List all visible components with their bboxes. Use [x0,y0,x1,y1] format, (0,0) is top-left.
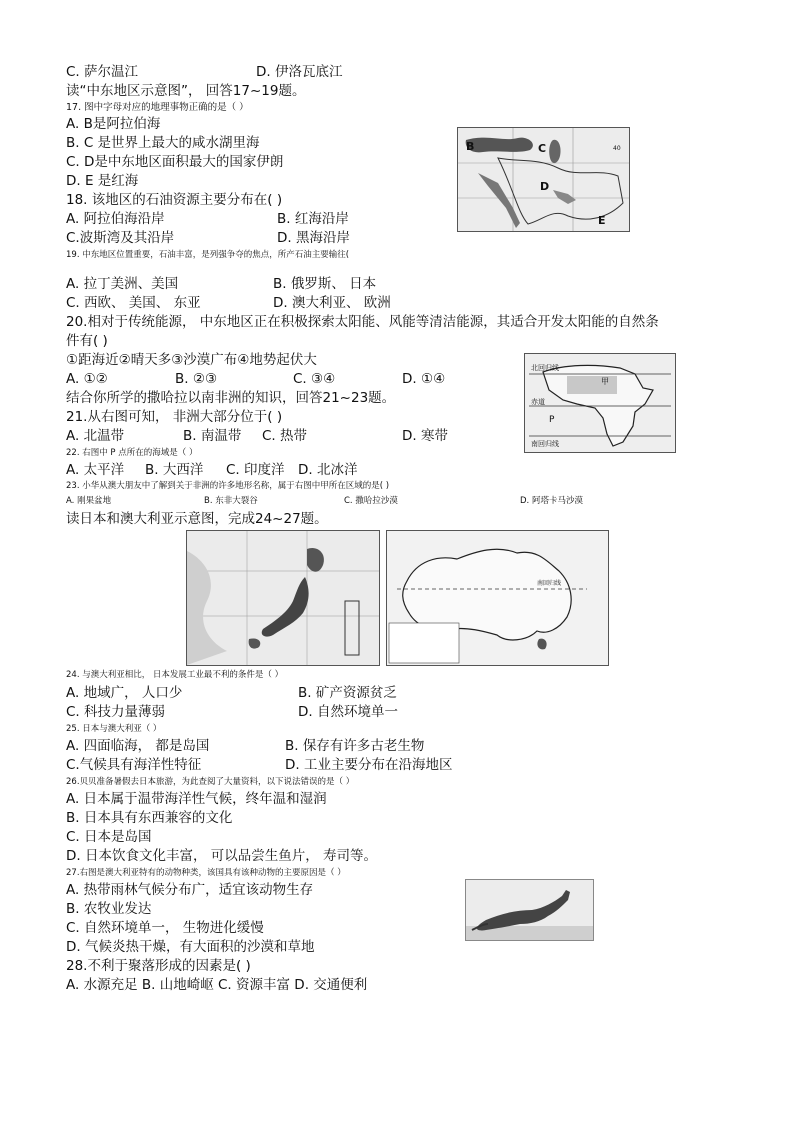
q18-option-b: B. 红海沿岸 [277,211,349,227]
map-label-c: C [538,142,547,155]
q25-option-a: A. 四面临海， 都是岛国 [66,738,210,754]
q26-option-d: D. 日本饮食文化丰富， 可以品尝生鱼片， 寿司等。 [66,848,378,864]
intro-21-23: 结合你所学的撒哈拉以南非洲的知识，回答21~23题。 [66,390,396,406]
q27-option-b: B. 农牧业发达 [66,901,152,917]
q20-option-d: D. ①④ [402,371,446,387]
q17-option-d: D. E 是红海 [66,173,139,189]
africa-label-tropic-north: 北回归线 [531,364,559,372]
q24-option-c: C. 科技力量薄弱 [66,704,166,720]
q17-option-a: A. B是阿拉伯海 [66,116,161,132]
africa-label-p: P [549,415,555,425]
q25-option-d: D. 工业主要分布在沿海地区 [285,757,453,773]
q21-stem: 21.从右图可知， 非洲大部分位于( ) [66,409,283,425]
q24-option-a: A. 地域广， 人口少 [66,685,183,701]
q17-option-c: C. D是中东地区面积最大的国家伊朗 [66,154,284,170]
q16-option-d: D. 伊洛瓦底江 [256,64,343,80]
q21-option-d: D. 寒带 [402,428,448,444]
q24-option-b: B. 矿产资源贫乏 [298,685,397,701]
africa-map [524,353,676,453]
q22-option-a: A. 太平洋 [66,462,125,478]
africa-label-jia: 甲 [601,377,609,386]
q23-option-c: C. 撒哈拉沙漠 [344,496,398,506]
q23-option-b: B. 东非大裂谷 [204,496,258,506]
q23-option-a: A. 刚果盆地 [66,496,112,506]
q27-option-d: D. 气候炎热干燥，有大面积的沙漠和草地 [66,939,315,955]
q19-option-a: A. 拉丁美洲、美国 [66,276,179,292]
middle-east-map-drawing [458,128,629,231]
q22-option-c: C. 印度洋 [226,462,285,478]
q20-stem-line2: 件有( ) [66,333,108,349]
q18-option-a: A. 阿拉伯海沿岸 [66,211,165,227]
japan-map-drawing [187,531,379,665]
q22-option-d: D. 北冰洋 [298,462,358,478]
q26-option-a: A. 日本属于温带海洋性气候，终年温和湿润 [66,791,327,807]
q19-stem: 19. 中东地区位置重要，石油丰富，是列强争夺的焦点，所产石油主要输往( [66,250,350,260]
q26-option-c: C. 日本是岛国 [66,829,152,845]
q25-option-b: B. 保存有许多古老生物 [285,738,425,754]
q27-stem: 27.右图是澳大利亚特有的动物种类，该国具有该种动物的主要原因是（ ） [66,868,346,878]
africa-map-drawing [525,354,675,452]
q23-stem: 23. 小华从澳大朋友中了解到关于非洲的许多地形名称，属于右图中甲所在区域的是( ) [66,481,390,491]
q19-option-d: D. 澳大利亚、 欧洲 [273,295,391,311]
australia-label-tropic: 南回归线 [537,580,562,587]
middle-east-map [457,127,630,232]
intro-17-19: 读“中东地区示意图”， 回答17~19题。 [66,83,306,99]
map-label-40: 40 [613,145,621,152]
q19-option-c: C. 西欧、 美国、 东亚 [66,295,201,311]
africa-label-equator: 赤道 [531,398,545,406]
q23-option-d: D. 阿塔卡马沙漠 [520,496,583,506]
q18-option-d: D. 黑海沿岸 [277,230,350,246]
map-label-b: B [466,140,475,153]
q24-stem: 24. 与澳大利亚相比， 日本发展工业最不利的条件是（ ） [66,670,284,680]
japan-map [186,530,380,666]
q28-stem: 28.不利于聚落形成的因素是( ) [66,958,251,974]
q17-option-b: B. C 是世界上最大的咸水湖里海 [66,135,260,151]
q20-option-c: C. ③④ [293,371,336,387]
q18-stem: 18. 该地区的石油资源主要分布在( ) [66,192,283,208]
q24-option-d: D. 自然环境单一 [298,704,398,720]
map-label-e: E [598,214,606,227]
q28-options: A. 水源充足 B. 山地崎岖 C. 资源丰富 D. 交通便利 [66,977,368,993]
q27-option-a: A. 热带雨林气候分布广，适宜该动物生存 [66,882,314,898]
q26-option-b: B. 日本具有东西兼容的文化 [66,810,233,826]
q27-option-c: C. 自然环境单一， 生物进化缓慢 [66,920,264,936]
q20-items: ①距海近②晴天多③沙漠广布④地势起伏大 [66,352,317,368]
australia-map-drawing [387,531,608,665]
q19-option-b: B. 俄罗斯、 日本 [273,276,377,292]
kangaroo-photo [465,879,594,941]
q21-option-b: B. 南温带 [183,428,242,444]
q25-option-c: C.气候具有海洋性特征 [66,757,202,773]
kangaroo-silhouette [466,880,593,940]
q22-option-b: B. 大西洋 [145,462,204,478]
q26-stem: 26.贝贝准备暑假去日本旅游，为此查阅了大量资料，以下说法错误的是（ ） [66,777,355,787]
q17-stem: 17. 图中字母对应的地理事物正确的是（ ） [66,102,249,113]
q22-stem: 22. 右图中 P 点所在的海域是（ ） [66,448,198,458]
q21-option-c: C. 热带 [262,428,308,444]
q21-option-a: A. 北温带 [66,428,125,444]
q16-option-c: C. 萨尔温江 [66,64,139,80]
q20-option-b: B. ②③ [175,371,218,387]
australia-map [386,530,609,666]
q18-option-c: C.波斯湾及其沿岸 [66,230,175,246]
q20-stem-line1: 20.相对于传统能源， 中东地区正在积极探索太阳能、风能等清洁能源，其适合开发太阳能的自然条 [66,314,659,330]
q25-stem: 25. 日本与澳大利亚（ ） [66,724,162,734]
africa-label-tropic-south: 南回归线 [531,440,559,448]
intro-24-27: 读日本和澳大利亚示意图，完成24~27题。 [66,511,328,527]
map-label-d: D [540,180,550,193]
q20-option-a: A. ①② [66,371,108,387]
